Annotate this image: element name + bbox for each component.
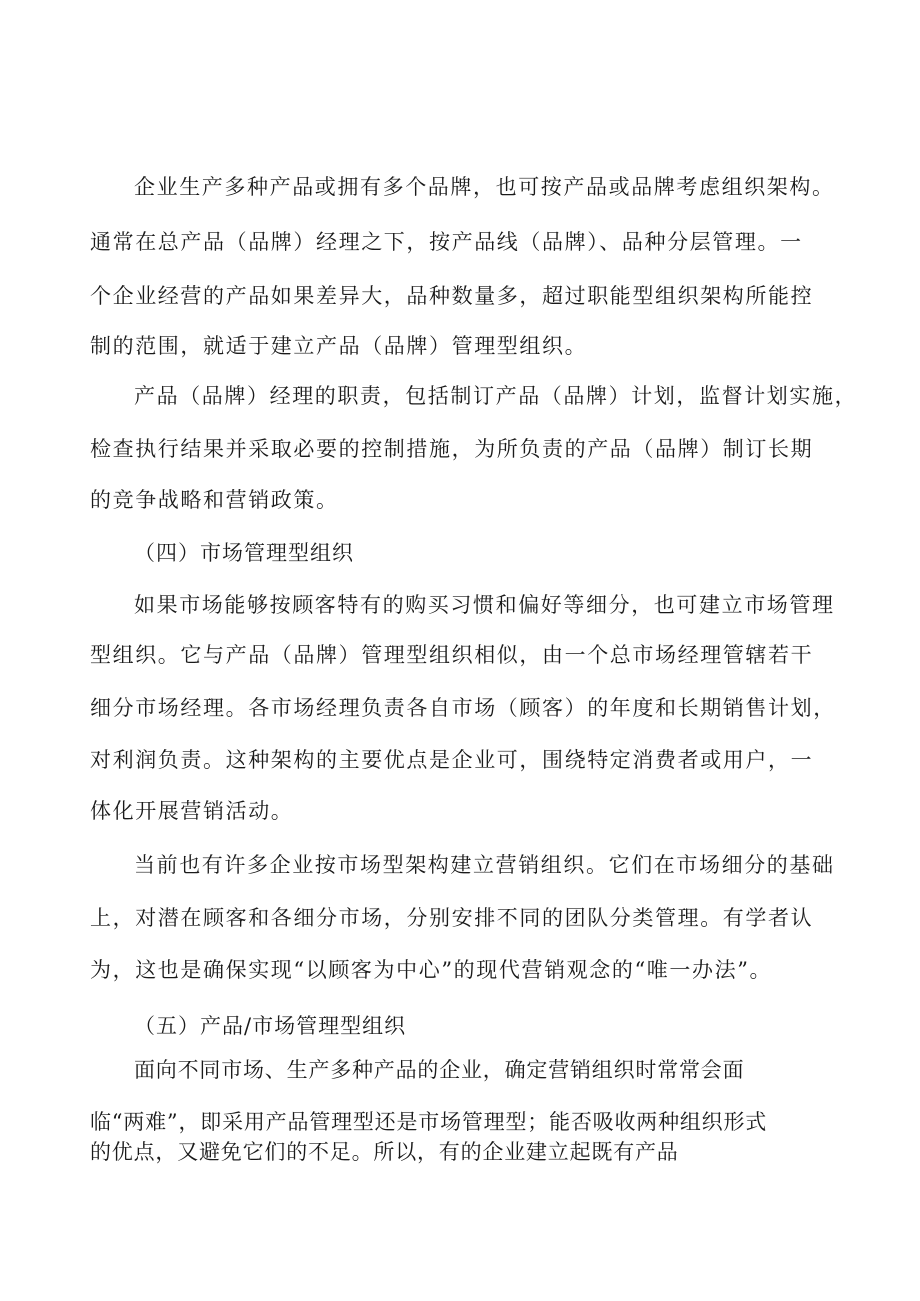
paragraph-line: 的竞争战略和营销政策。 xyxy=(90,488,339,512)
section-heading-product-market-organization: （五）产品/市场管理型组织 xyxy=(134,1014,407,1038)
paragraph-line: 细分市场经理。各市场经理负责各自市场（顾客）的年度和长期销售计划， xyxy=(90,696,836,720)
paragraph-line: 如果市场能够按顾客特有的购买习惯和偏好等细分，也可建立市场管理 xyxy=(134,593,835,617)
paragraph-line: 的优点，又避免它们的不足。所以，有的企业建立起既有产品 xyxy=(90,1140,679,1164)
paragraph-line: 制的范围，就适于建立产品（品牌）管理型组织。 xyxy=(90,334,588,358)
paragraph-line: 体化开展营销活动。 xyxy=(90,799,294,823)
paragraph-line: 企业生产多种产品或拥有多个品牌，也可按产品或品牌考虑组织架构。 xyxy=(134,175,835,199)
paragraph-line: 检查执行结果并采取必要的控制措施，为所负责的产品（品牌）制订长期 xyxy=(90,437,814,461)
paragraph-line: 通常在总产品（品牌）经理之下，按产品线（品牌）、品种分层管理。一 xyxy=(90,230,803,254)
paragraph-line: 面向不同市场、生产多种产品的企业，确定营销组织时常常会面 xyxy=(134,1058,745,1082)
paragraph-line: 个企业经营的产品如果差异大，品种数量多，超过职能型组织架构所能控 xyxy=(90,284,814,308)
paragraph-line: 产品（品牌）经理的职责，包括制订产品（品牌）计划，监督计划实施， xyxy=(134,384,858,408)
paragraph-line: 上，对潜在顾客和各细分市场，分别安排不同的团队分类管理。有学者认 xyxy=(90,906,814,930)
paragraph-line: 当前也有许多企业按市场型架构建立营销组织。它们在市场细分的基础 xyxy=(134,853,835,877)
paragraph-line: 为，这也是确保实现“以顾客为中心”的现代营销观念的“唯一办法”。 xyxy=(90,958,773,982)
paragraph-line: 临“两难”，即采用产品管理型还是市场管理型；能否吸收两种组织形式 xyxy=(90,1110,768,1134)
paragraph-line: 对利润负责。这种架构的主要优点是企业可，围绕特定消费者或用户，一 xyxy=(90,748,814,772)
paragraph-line: 型组织。它与产品（品牌）管理型组织相似，由一个总市场经理管辖若干 xyxy=(90,643,814,667)
section-heading-market-organization: （四）市场管理型组织 xyxy=(134,541,354,565)
